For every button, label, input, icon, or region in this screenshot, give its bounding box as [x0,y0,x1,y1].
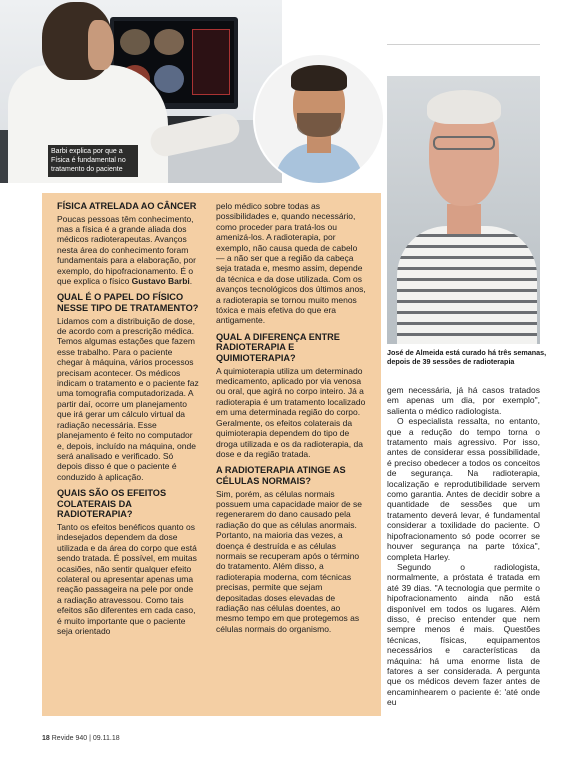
scan-image [154,65,184,93]
answer-paragraph: Tanto os efeitos benéficos quanto os indesejados dependem da dose utilizada e da área do corpo que está sendo tratada. É possível, em muitas ocasiões, não sentir qualquer efeito colateral ou apresentar apenas uma reação passageira na pele por onde a radiação atravessou. Como tais efeitos são diferentes em cada caso, é muito importante que o paciente seja orientado [57,521,197,636]
scan-image [154,29,184,55]
footer-separator: | [89,735,93,742]
patient-photo-caption: José de Almeida está curado há três semanas, depois de 39 sessões de radioterapia [387,348,547,366]
physicist-face [88,20,114,70]
body-paragraph [57,214,199,287]
dose-graph [192,29,230,95]
patient-photo [387,76,540,344]
answer-paragraph: pelo médico sobre todas as possibilidades e, quando necessário, como proceder para tratá-los ou amenizá-los. A radioterapia, por exemplo, não causa queda de cabelo — a não ser que a região da cabeça seja tratada e, mesmo assim, depende da técnica e da dose utilizada. Com os avanços tecnológicos dos últimos anos, a radioterapia se tornou muito menos tóxica e mais efetiva do que era antigamente. [216,201,366,326]
scan-image [120,29,150,55]
doctor-portrait [253,53,385,185]
article-paragraph: gem necessária, já há casos tratados em apenas um dia, por exemplo", salienta o médico radiologista. [387,385,540,416]
magazine-name: Revide 940 [51,735,88,742]
body-text: . [189,276,193,287]
divider [387,44,540,45]
issue-date: 09.11.18 [92,735,120,742]
page-number: 18 [42,735,50,742]
portrait-hair [291,65,347,91]
answer-paragraph: Lidamos com a distribuição de dose, de acordo com a prescrição médica. Temos algumas estações que fazem esse trabalho. Para o paciente chegar à máquina, vários processos precisam acontecer. Os médicos indicam o tratamento e o paciente faz uma tomografia computadorizada. A partir daí, ocorre um planejamento que irá gerar um cálculo virtual da radiação necessária. Esse planejamento é feito no computador e, depois, incluído na máquina, onde será analisado e verificado. Só depois disso é que o paciente é conduzido à aplicação. [57,315,199,482]
interview-column-2 [216,201,366,634]
answer-paragraph: Sim, porém, as células normais possuem uma capacidade maior de se regenerarem do dano causado pela radiação do que as células anormais. Portanto, na maioria das vezes, a doença é destruída e as células normais se recuperam após o término do tratamento. Além disso, a radioterapia moderna, com técnicas precisas, permite que sejam depositadas doses elevadas de radiação nas células doentes, ao mesmo tempo em que protegemos as células normais do organismo. [216,488,362,634]
question-heading: QUAL A DIFERENÇA ENTRE RADIOTERAPIA E QUIMIOTERAPIA? [216,331,340,364]
physicist-name: Gustavo Barbi [131,276,190,287]
patient-hair [427,90,501,124]
patient-shirt [397,226,537,344]
portrait-beard [297,113,341,137]
article-column [387,385,540,708]
article-paragraph: O especialista ressalta, no entanto, que a redução do tempo torna o tratamento mais agressivo. Por isso, antes de considerar essa possibilidade, é preciso obedecer a todos os conceitos de segurança. Na radioterapia, localização e reprodutibilidade servem como garantia. Antes de decidir sobre a quantidade de sessões que um tratamento deverá levar, é fundamental considerar a toxilidade do paciente. O hipofracionamento só pode ocorrer se houver segurança na parte tóxica", completa Harley. [387,416,540,562]
question-heading: QUAIS SÃO OS EFEITOS COLATERAIS DA RADIOTERAPIA? [57,488,167,520]
body-text: Poucas pessoas têm conhecimento, mas a física é a grande aliada dos médicos radioterapeutas. Avanços nesta área do conhecimento foram fundamentais para a elaboração, por exemplo, do hipofracionamento. É o que explica o físico [57,213,196,287]
answer-paragraph: A quimioterapia utiliza um determinado medicamento, aplicado por via venosa ou oral, que agirá no corpo inteiro. Já a radioterapia é um tratamento localizado em uma determinada região do corpo. Geralmente, os efeitos colaterais da quimioterapia dependem do tipo de droga utilizada e os da radioterapia, da dose e da região tratada. [216,365,366,459]
physicist-photo [0,0,282,183]
photo-caption: Barbi explica por que a Física é fundamental no tratamento do paciente [51,148,126,173]
patient-glasses [433,136,495,150]
page-footer [42,735,120,742]
section-heading: FÍSICA ATRELADA AO CÂNCER [57,201,197,211]
interview-column-1 [57,201,199,636]
question-heading: A RADIOTERAPIA ATINGE AS CÉLULAS NORMAIS? [216,465,346,486]
article-paragraph: Segundo o radiologista, normalmente, a próstata é tratada em até 39 dias. "A tecnologia que permite o hipofracionamento ainda não está disponível em todos os lugares. Além disso, é preciso entender que nem sempre menos é mais. Questões técnicas, físicas, equipamentos necessários e características da máquina: há uma enorme lista de fatores a ser considerada. A pergunta que os médicos devem fazer antes de encaminhearem o paciente é: 'até onde eu [387,561,540,708]
question-heading: QUAL É O PAPEL DO FÍSICO NESSE TIPO DE TRATAMENTO? [57,292,199,314]
patient-neck [447,204,481,234]
